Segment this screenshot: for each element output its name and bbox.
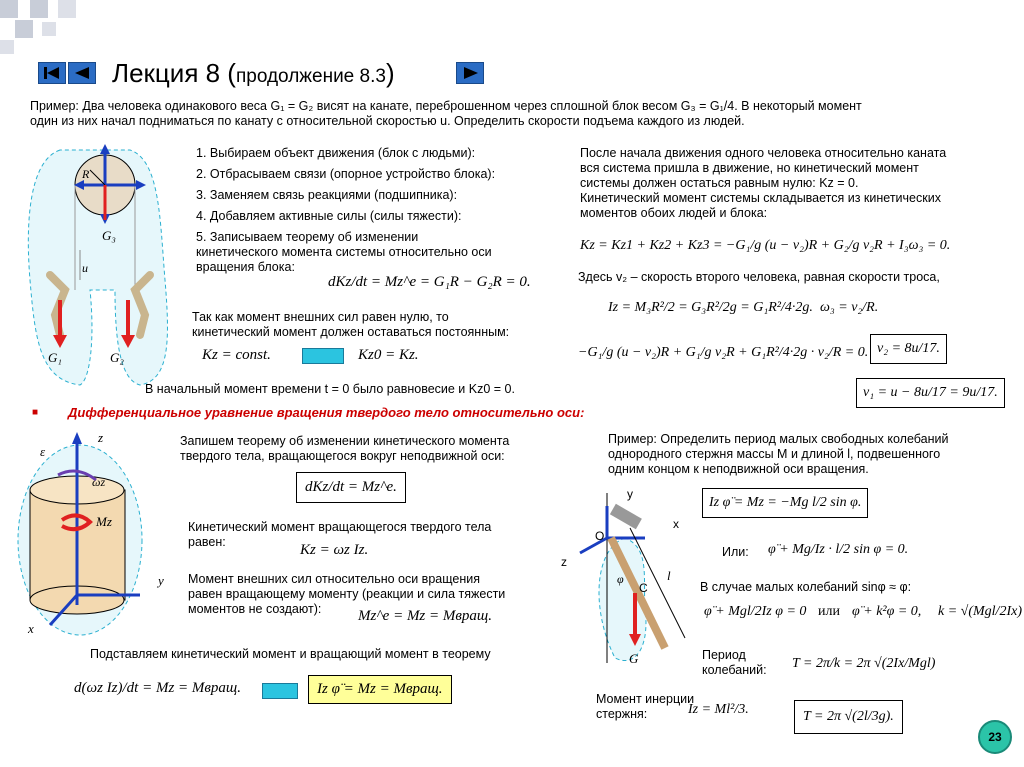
example2-or2: или (818, 604, 840, 619)
eq-full: −G₁/g (u − v₂)R + G₁/g v₂R + G₁R²/4·2g · v₂/R = 0. (578, 345, 869, 360)
section2-eq4: d(ωz Iz)/dt = Mz = Mвращ. (74, 680, 241, 696)
label-z: z (98, 430, 104, 445)
corner-decoration (0, 0, 80, 60)
cylinder-figure (10, 430, 180, 640)
label-omega: ωz (92, 475, 106, 489)
label-u: u (82, 261, 88, 275)
section2-text1: Запишем теорему об изменении кинетического момента твердого тела, вращающегося вокруг неподвижной оси: (180, 434, 510, 463)
section2-eq2: Kz = ωz Iz. (300, 542, 369, 558)
section2-eq3: Mz^e = Mz = Mвращ. (358, 608, 492, 624)
label-o: O (595, 529, 605, 543)
label-phi: φ (617, 572, 624, 586)
page-number-text: 23 (988, 730, 1002, 744)
label-l: l (667, 568, 671, 583)
eq-omega: ω₃ = v₂/R. (820, 300, 879, 315)
example2-or1: Или: (722, 545, 749, 559)
example2-period-label: Период колебаний: (702, 648, 767, 677)
label-g2: G₂ (110, 350, 124, 365)
example2-eq-period: T = 2π/k = 2π √(2Ix/Mgl) (792, 656, 936, 671)
pulley-figure (20, 140, 180, 390)
label-c: C (639, 581, 648, 595)
example2-small: В случае малых колебаний sinφ ≈ φ: (700, 580, 912, 594)
label-y: y (158, 573, 164, 588)
kz0-eq: Kz0 = Kz. (358, 347, 419, 363)
example1-right-text: После начала движения одного человека относительно каната вся система пришла в движение, но кинетический момент системы должен остаться равным нулю: Kz = 0. Кинетический момент системы складывается из кинетических моментов обоих людей и блока: (580, 146, 947, 220)
example2-eq1: Iz φ̈ = Mz = −Mg l/2 sin φ. (702, 488, 868, 518)
slide-title: Лекция 8 (продолжение 8.3) (112, 58, 395, 88)
label-g: G (629, 651, 639, 666)
answer-v2: v₂ = 8u/17. (870, 334, 947, 364)
section2-eq1: dKz/dt = Mz^e. (296, 472, 406, 503)
label-y-axis: y (627, 488, 633, 501)
play-back-icon (69, 63, 95, 83)
label-g3: G₃ (102, 228, 116, 243)
section2-eq5: Iz φ̈ = Mz = Mвращ. (308, 675, 452, 704)
skip-back-icon (39, 63, 65, 83)
arrow-right-icon-2 (262, 683, 298, 699)
example1-statement: Пример: Два человека одинакового веса G₁ = G₂ висят на канате, переброшенном через сплошной блок весом G₃ = G₁/4. В некоторый момент один из них начал подниматься по канату с относительной скоростью u. Определить скорости подъема каждого из людей. (30, 99, 862, 128)
here-v2: Здесь v₂ – скорость второго человека, равная скорости троса, (578, 270, 940, 284)
arrow-right-icon (302, 348, 344, 364)
prev-slide-button[interactable] (68, 62, 96, 84)
example2-eq-inertia: Iz = Ml²/3. (688, 702, 749, 717)
example2-eq-final: T = 2π √(2l/3g). (794, 700, 903, 734)
label-g1: G₁ (48, 350, 62, 365)
play-forward-icon (457, 63, 483, 83)
eq-theorem: dKz/dt = Mz^e = G₁R − G₂R = 0. (328, 274, 531, 290)
label-x-axis: x (673, 517, 679, 531)
section2-heading: Дифференциальное уравнение вращения твердого тело относительно оси: (68, 405, 585, 420)
section2-bullet: ■ (32, 407, 39, 418)
example2-inertia-label: Момент инерции стержня: (596, 692, 695, 721)
next-slide-button[interactable] (456, 62, 484, 84)
kz-const: Kz = const. (202, 347, 271, 363)
example2-eq2: φ̈ + Mg/Iz · l/2 sin φ = 0. (768, 542, 909, 557)
initial-condition: В начальный момент времени t = 0 было равновесие и Kz0 = 0. (145, 382, 515, 396)
section2-text2: Кинетический момент вращающегося твердого тела равен: (188, 520, 492, 549)
eq-iz: Iz = M₃R²/2 = G₃R²/2g = G₁R²/4·2g. (608, 300, 813, 315)
answer-v1: v₁ = u − 8u/17 = 9u/17. (856, 378, 1005, 408)
example2-eq3b: φ̈ + k²φ = 0, (852, 604, 922, 619)
page-number (978, 720, 1012, 754)
section2-text3: Момент внешних сил относительно оси вращения равен вращающему моменту (реакции и сила тяжести моментов не создают): (188, 572, 506, 616)
label-z-axis: z (561, 555, 567, 569)
label-epsilon: ε (40, 444, 46, 459)
label-mz: Mz (96, 514, 112, 529)
example2-eq3a: φ̈ + Mgl/2Iz φ = 0 (704, 604, 807, 619)
example2-statement: Пример: Определить период малых свободных колебаний однородного стержня массы M и длиной l, подвешенного одним концом к неподвижной оси вращения. (608, 432, 949, 476)
example2-eq3c: k = √(Mgl/2Ix) (938, 604, 1022, 619)
example1-steps: 1. Выбираем объект движения (блок с людьми): 2. Отбрасываем связи (опорное устройство блока): 3. Заменяем связь реакциями (подшипника): 4. Добавляем активные силы (силы тяжести): 5. Записываем теорему об изменении кинетического момента системы относительно оси вращения блока: (196, 146, 496, 274)
eq-kz-sum: Kz = Kz1 + Kz2 + Kz3 = −G₁/g (u − v₂)R + G₂/g v₂R + I₃ω₃ = 0. (580, 238, 951, 253)
first-slide-button[interactable] (38, 62, 66, 84)
section2-text4: Подставляем кинетический момент и вращающий момент в теорему (90, 647, 491, 661)
moment-zero-text: Так как момент внешних сил равен нулю, то кинетический момент должен оставаться постоянным: (192, 310, 510, 339)
label-x: x (28, 621, 34, 636)
rod-figure (555, 488, 700, 673)
label-r: R (82, 167, 90, 181)
